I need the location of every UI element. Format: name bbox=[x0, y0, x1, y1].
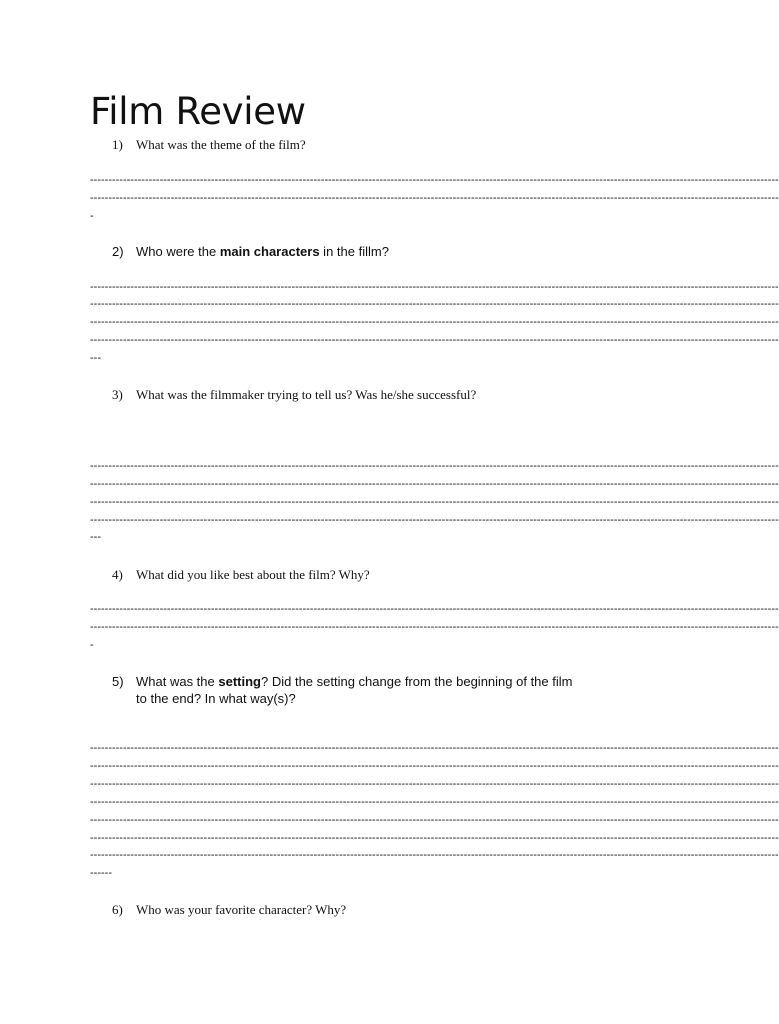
answer-line-tail: --- bbox=[90, 352, 101, 364]
answer-line[interactable]: -------------------------------------------------------------------------------------------------------------------------------------------------------------------------------------------- bbox=[90, 760, 779, 772]
question-text-start: What was the bbox=[136, 674, 219, 689]
question-number: 5) bbox=[112, 674, 124, 689]
question-2 bbox=[112, 243, 389, 260]
answer-line-tail: ------ bbox=[90, 867, 112, 879]
answer-line[interactable]: -------------------------------------------------------------------------------------------------------------------------------------------------------------------------------------------- bbox=[90, 281, 779, 293]
answer-line[interactable]: -------------------------------------------------------------------------------------------------------------------------------------------------------------------------------------------- bbox=[90, 603, 779, 615]
question-text: What was the theme of the film? bbox=[136, 137, 306, 152]
answer-line[interactable]: -------------------------------------------------------------------------------------------------------------------------------------------------------------------------------------------- bbox=[90, 514, 779, 526]
answer-line-tail: - bbox=[90, 210, 94, 222]
answer-line[interactable]: -------------------------------------------------------------------------------------------------------------------------------------------------------------------------------------------- bbox=[90, 496, 779, 508]
question-number: 1) bbox=[112, 137, 123, 152]
question-text: What did you like best about the film? Why? bbox=[136, 567, 370, 582]
question-number: 2) bbox=[112, 244, 124, 259]
answer-line[interactable]: -------------------------------------------------------------------------------------------------------------------------------------------------------------------------------------------- bbox=[90, 621, 779, 633]
question-text: What was the filmmaker trying to tell us? Was he/she successful? bbox=[136, 387, 477, 402]
question-number: 4) bbox=[112, 567, 123, 582]
page-title: Film Review bbox=[90, 90, 306, 133]
answer-line[interactable]: -------------------------------------------------------------------------------------------------------------------------------------------------------------------------------------------- bbox=[90, 174, 779, 186]
answer-line-tail: --- bbox=[90, 531, 101, 543]
answer-line-tail: - bbox=[90, 639, 94, 651]
question-text-bold: setting bbox=[218, 674, 261, 689]
answer-line[interactable]: -------------------------------------------------------------------------------------------------------------------------------------------------------------------------------------------- bbox=[90, 192, 779, 204]
answer-line[interactable]: -------------------------------------------------------------------------------------------------------------------------------------------------------------------------------------------- bbox=[90, 832, 779, 844]
answer-line[interactable]: -------------------------------------------------------------------------------------------------------------------------------------------------------------------------------------------- bbox=[90, 742, 779, 754]
question-text-end: ? Did the setting change from the beginning of the film bbox=[261, 674, 573, 689]
answer-line[interactable]: -------------------------------------------------------------------------------------------------------------------------------------------------------------------------------------------- bbox=[90, 796, 779, 808]
answer-line[interactable]: -------------------------------------------------------------------------------------------------------------------------------------------------------------------------------------------- bbox=[90, 849, 779, 861]
question-text: Who was your favorite character? Why? bbox=[136, 902, 347, 917]
answer-line[interactable]: -------------------------------------------------------------------------------------------------------------------------------------------------------------------------------------------- bbox=[90, 778, 779, 790]
answer-line[interactable]: -------------------------------------------------------------------------------------------------------------------------------------------------------------------------------------------- bbox=[90, 814, 779, 826]
answer-line[interactable]: -------------------------------------------------------------------------------------------------------------------------------------------------------------------------------------------- bbox=[90, 316, 779, 328]
question-text-start: Who were the bbox=[136, 244, 220, 259]
question-1 bbox=[112, 136, 306, 153]
question-number: 3) bbox=[112, 387, 123, 402]
answer-line[interactable]: -------------------------------------------------------------------------------------------------------------------------------------------------------------------------------------------- bbox=[90, 478, 779, 490]
question-text-end: in the fillm? bbox=[319, 244, 389, 259]
question-number: 6) bbox=[112, 902, 123, 917]
question-4 bbox=[112, 566, 370, 583]
question-3 bbox=[112, 386, 476, 403]
question-text-bold: main characters bbox=[219, 244, 320, 259]
question-6 bbox=[112, 901, 346, 918]
answer-line[interactable]: -------------------------------------------------------------------------------------------------------------------------------------------------------------------------------------------- bbox=[90, 298, 779, 310]
answer-line[interactable]: -------------------------------------------------------------------------------------------------------------------------------------------------------------------------------------------- bbox=[90, 460, 779, 472]
question-5 bbox=[112, 673, 572, 707]
question-text-line-2: to the end? In what way(s)? bbox=[136, 691, 296, 706]
answer-line[interactable]: -------------------------------------------------------------------------------------------------------------------------------------------------------------------------------------------- bbox=[90, 334, 779, 346]
